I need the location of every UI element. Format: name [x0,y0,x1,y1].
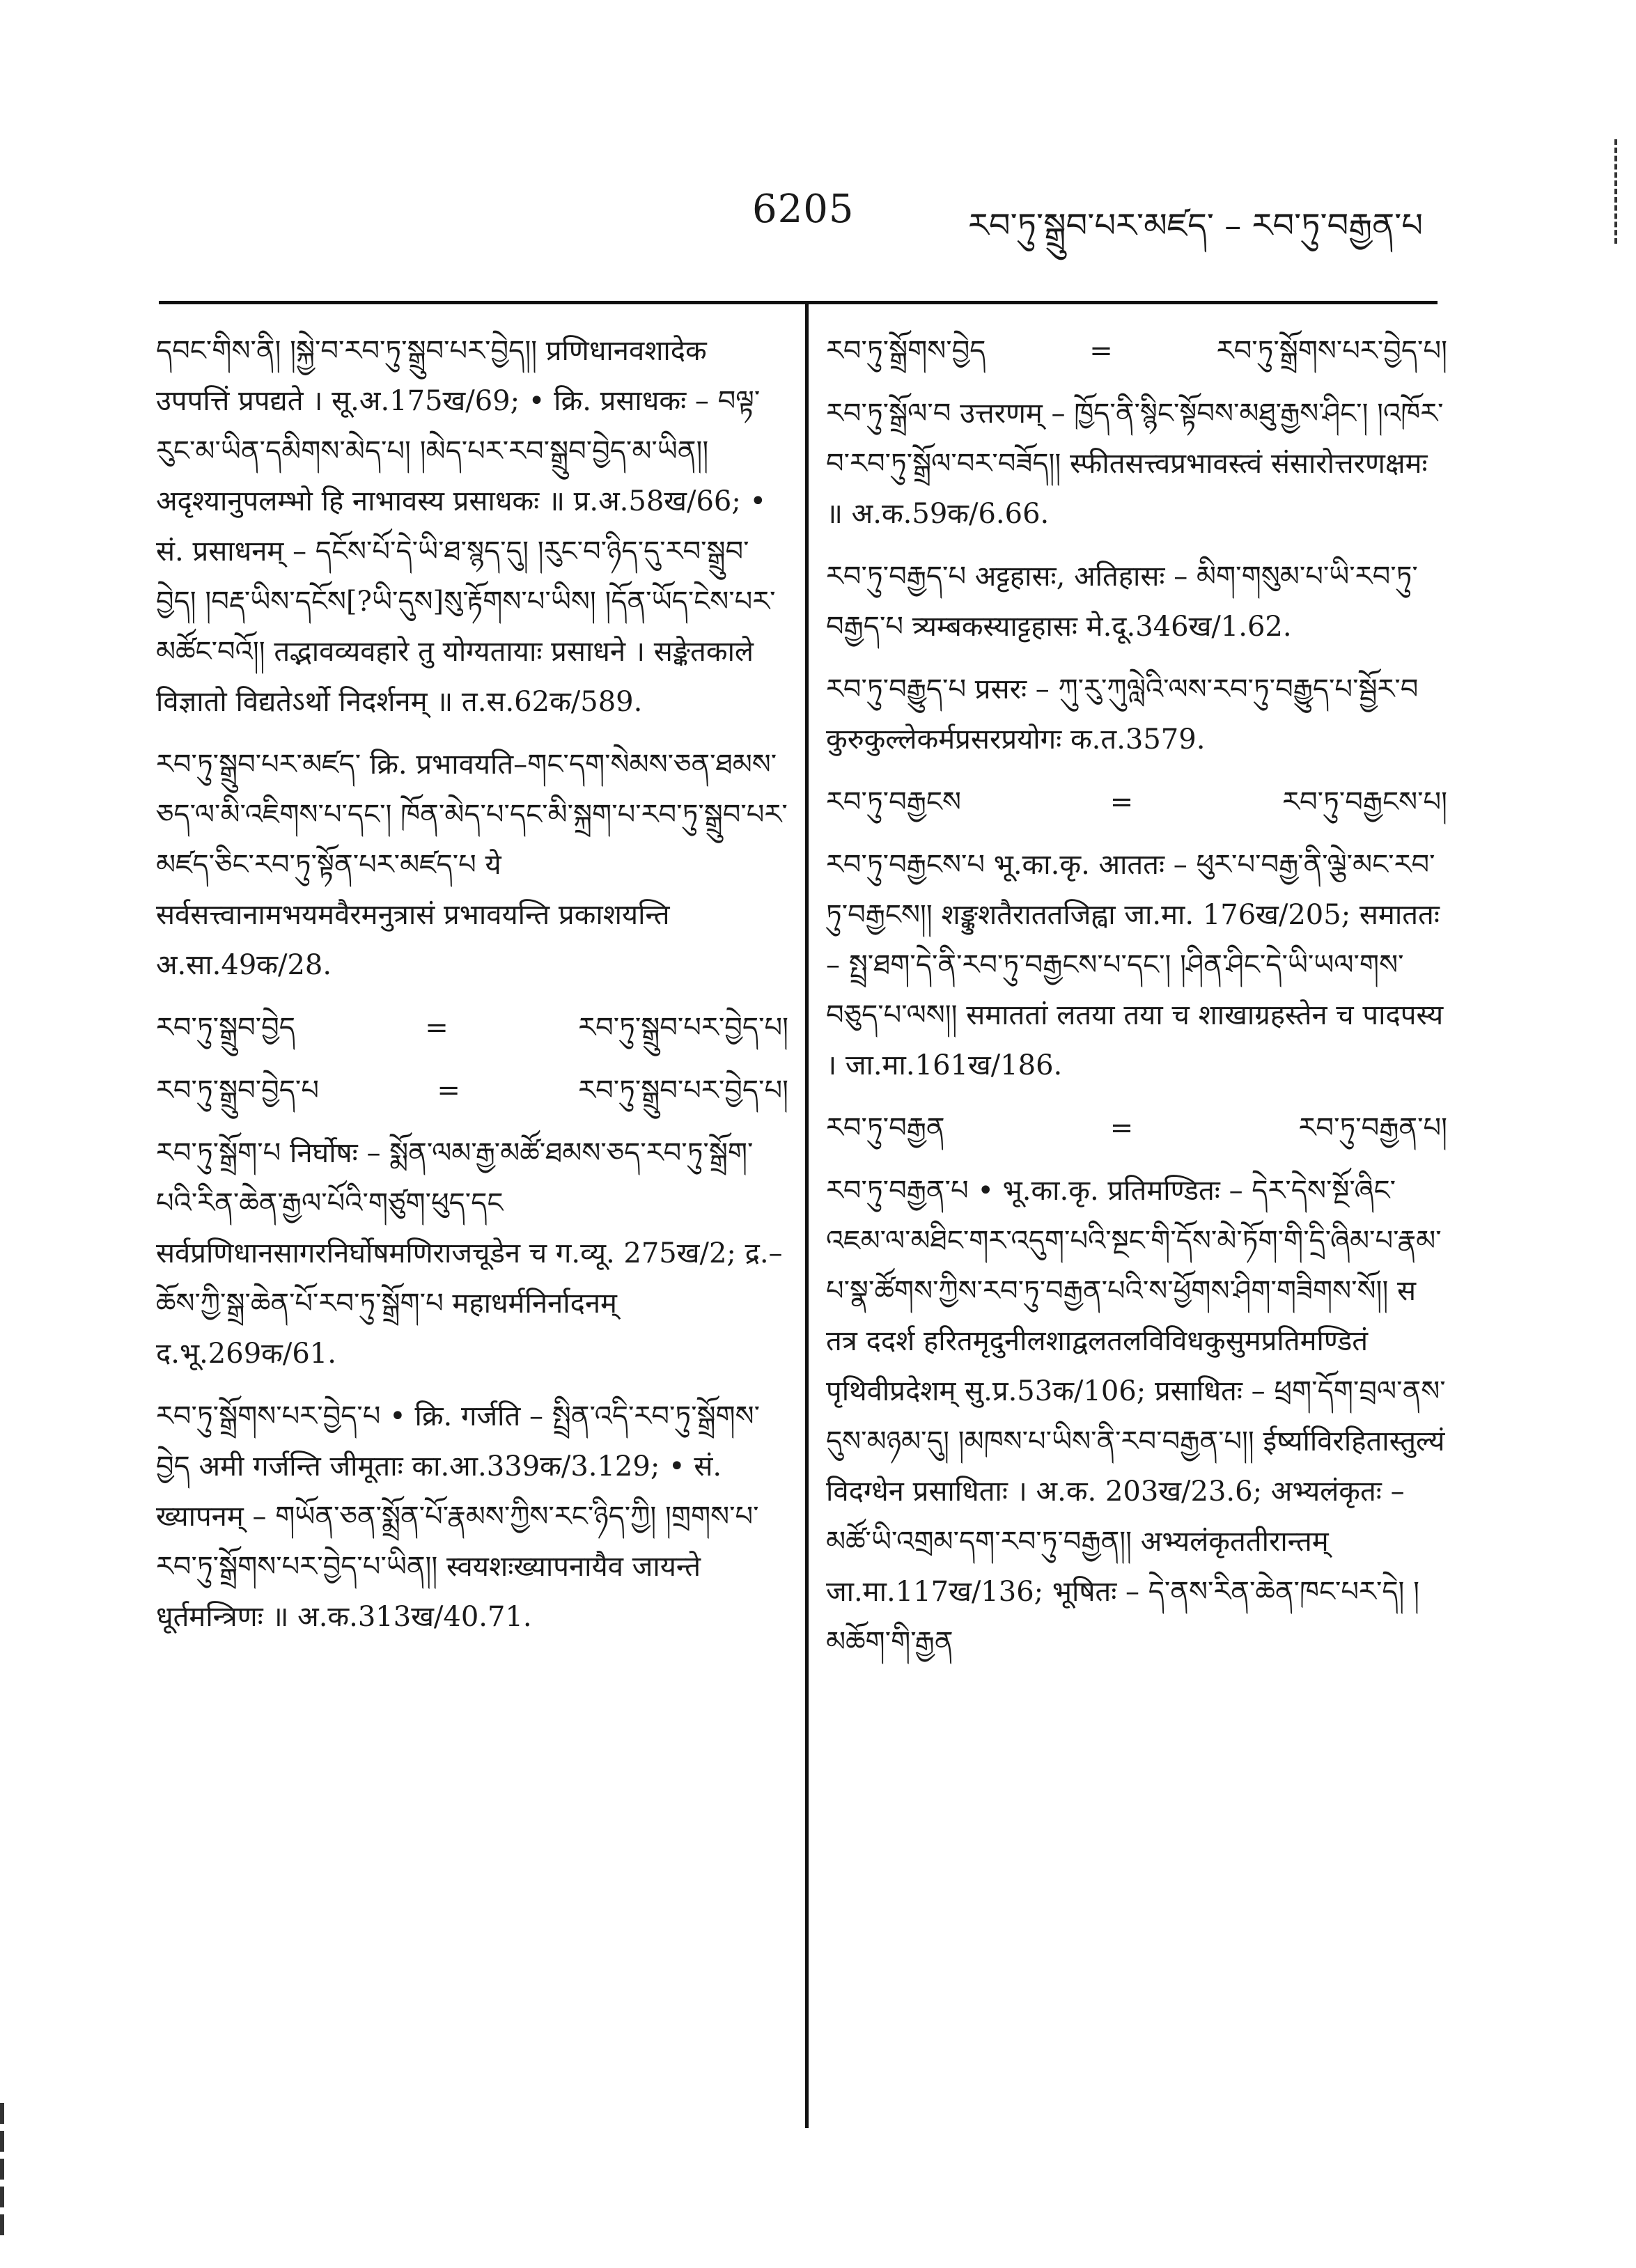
entry: རབ་ཏུ་སྒྲོག་པ निर्घोषः – སྨོན་ལམ་རྒྱ་མཚོ་ཐམས་ཅད་རབ་ཏུ་སྒྲོག་པའི་རིན་ཆེན་རྒྱལ་པོའི་གཙུག་ཕུད་དང सर्वप्रणिधानसागरनिर्घोषमणिराजचूडेन च ग.व्यू. 275ख/2; द्र.– ཆོས་ཀྱི་སྒྲ་ཆེན་པོ་རབ་ཏུ་སྒྲོག་པ महाधर्मनिर्नादनम् द.भू.269क/61. [156,1137,783,1370]
headword: རབ་ཏུ་བརྒྱན [826,1112,945,1144]
entry: དབང་གིས་ནི། །སྐྱེ་བ་རབ་ཏུ་སྒྲུབ་པར་བྱེད།། प्रणिधानवशादेक उपपत्तिं प्रपद्यते । सू.अ.175ख/69; • क्रि. प्रसाधकः – བལྟ་རུང་མ་ཡིན་དམིགས་མེད་པ། །མེད་པར་རབ་སྒྲུབ་བྱེད་མ་ཡིན།། अदृश्यानुपलम्भो हि नाभावस्य प्रसाधकः ॥ प्र.अ.58ख/66; • सं. प्रसाधनम् – དངོས་པོ་དེ་ཡི་ཐ་སྙད་དུ། །རུང་བ་ཉིད་དུ་རབ་སྒྲུབ་བྱེད། །བརྡ་ཡིས་དངོས[?ཡི་དུས]སུ་རྟོགས་པ་ཡིས། །དོན་ཡོད་ངེས་པར་མཚོང་བའོ།། तद्भावव्यवहारे तु योग्यतायाः प्रसाधने । सङ्केतकाले विज्ञातो विद्यतेऽर्थो निदर्शनम् ॥ त.स.62क/589. [156,335,776,718]
page-number: 6205 [752,187,855,232]
xref-target: རབ་ཏུ་བརྒྱངས་པ། [1282,786,1447,818]
xref-entry [826,777,1447,827]
xref-entry [156,1003,788,1053]
headword: རབ་ཏུ་སྒྲུབ་བྱེད་པ [156,1074,319,1106]
left-column [156,326,788,1655]
equals-sign: = [1109,1112,1134,1144]
xref-target: རབ་ཏུ་སྒྲུབ་པར་བྱེད་པ། [578,1012,788,1044]
margin-ticks-left [0,2103,4,2242]
entry: རབ་ཏུ་སྒྲུབ་པར་མཛད་ क्रि. प्रभावयति–གང་དག་སེམས་ཅན་ཐམས་ཅད་ལ་མི་འཇིགས་པ་དང་། ཁོན་མེད་པ་དང་མི་སྐྲག་པ་རབ་ཏུ་སྒྲུབ་པར་མཛད་ཅིང་རབ་ཏུ་སྟོན་པར་མཛད་པ ये सर्वसत्त्वानामभयमवैरमनुत्रासं प्रभावयन्ति प्रकाशयन्ति अ.सा.49क/28. [156,749,788,981]
right-column [826,326,1447,1680]
equals-sign: = [1109,786,1134,818]
xref-target: རབ་ཏུ་སྒྲུབ་པར་བྱེད་པ། [578,1074,788,1106]
headword: རབ་ཏུ་བརྒྱངས [826,786,961,818]
entry: རབ་ཏུ་བརྒྱུད་པ प्रसरः – ཀུ་རུ་ཀུལླེའི་ལས་རབ་ཏུ་བརྒྱུད་པ་སྦྱོར་བ कुरुकुल्लेकर्मप्रसरप्रयोगः क.त.3579. [826,673,1419,756]
margin-ticks-right [1614,139,1620,244]
entry: རབ་ཏུ་བརྒྱངས་པ भू.का.कृ. आततः – ཕུར་པ་བརྒྱ་ནི་ལྕེ་མང་རབ་ཏུ་བརྒྱངས།། शङ्कुशतैराततजिह्वा जा.मा. 176ख/205; समाततः – སྤྲ་ཐག་དེ་ནི་རབ་ཏུ་བརྒྱངས་པ་དང་། །ཤིན་ཤིང་དེ་ཡི་ཡལ་གས་བཅུད་པ་ལས།། समाततां लतया तया च शाखाग्रहस्तेन च पादपस्य । जा.मा.161ख/186. [826,849,1444,1081]
entry: རབ་ཏུ་སྒྲོལ་བ उत्तरणम् – ཁྱོད་ནི་སྙིང་སྟོབས་མཐུ་རྒྱས་ཤིང་། །འཁོར་བ་རབ་ཏུ་སྒྲོལ་བར་བཟོད།། स्फीतसत्त्वप्रभावस्त्वं संसारोत्तरणक्षमः ॥ अ.क.59क/6.66. [826,398,1444,530]
entry: རབ་ཏུ་བརྒྱད་པ अट्टहासः, अतिहासः – མིག་གསུམ་པ་ཡི་རབ་ཏུ་བརྒྱད་པ त्र्यम्बकस्याट्टहासः मे.दू.346ख/1.62. [826,561,1418,643]
equals-sign: = [425,1012,449,1044]
entry: རབ་ཏུ་སྒྲོགས་པར་བྱེད་པ • क्रि. गर्जति – སྤྲིན་འདི་རབ་ཏུ་སྒྲོགས་བྱེད अमी गर्जन्ति जीमूताः का.आ.339क/3.129; • सं. ख्यापनम् – གཡོན་ཅན་སྨྲོན་པོ་རྣམས་ཀྱིས་རང་ཉིད་ཀྱི། །གྲགས་པ་རབ་ཏུ་སྒྲོགས་པར་བྱེད་པ་ཡིན།། स्वयशःख्यापनायैव जायन्ते धूर्तमन्त्रिणः ॥ अ.क.313ख/40.71. [156,1400,761,1633]
headword: རབ་ཏུ་སྒྲུབ་བྱེད [156,1012,295,1044]
xref-entry [156,1065,788,1116]
equals-sign: = [1089,335,1113,367]
top-rule [159,301,1438,304]
running-head: རབ་ཏུ་སྒྲུབ་པར་མཛད་ – རབ་ཏུ་བརྒྱན་པ [968,206,1423,245]
column-divider [805,304,809,2128]
headword: རབ་ཏུ་སྒྲོགས་བྱེད [826,335,986,367]
xref-target: རབ་ཏུ་སྒྲོགས་པར་བྱེད་པ། [1216,335,1447,367]
xref-entry [826,1103,1447,1153]
xref-entry [826,326,1447,376]
xref-target: རབ་ཏུ་བརྒྱན་པ། [1298,1112,1447,1144]
equals-sign: = [437,1074,460,1106]
entry: རབ་ཏུ་བརྒྱན་པ • भू.का.कृ. प्रतिमण्डितः – དེར་དེས་སྔོ་ཞིང་འཇམ་ལ་མཐིང་གར་འདུག་པའི་སྔང་གི་དོས་མེ་ཏོག་གི་དྲི་ཞིམ་པ་རྣམ་པ་སྣ་ཚོགས་ཀྱིས་རབ་ཏུ་བརྒྱན་པའི་ས་ཕྱོགས་ཤིག་གཟིགས་སོ།། स तत्र ददर्श हरितमृदुनीलशाद्वलतलविविधकुसुमप्रतिमण्डितं पृथिवीप्रदेशम् सु.प्र.53क/106; प्रसाधितः – ཕྲག་དོག་བྲལ་ནས་དུས་མཉམ་དུ། །མཁས་པ་ཡིས་ནི་རབ་བརྒྱན་པ།། ईर्ष्याविरहितास्तुल्यं विदग्धेन प्रसाधिताः । अ.क. 203ख/23.6; अभ्यलंकृतः – མཚོ་ཡི་འགྲམ་དག་རབ་ཏུ་བརྒྱན།། अभ्यलंकृततीरान्तम् जा.मा.117ख/136; भूषितः – དེ་ནས་རིན་ཆེན་ཁང་པར་དེ། །མཆོག་གི་རྒྱན [826,1175,1446,1658]
